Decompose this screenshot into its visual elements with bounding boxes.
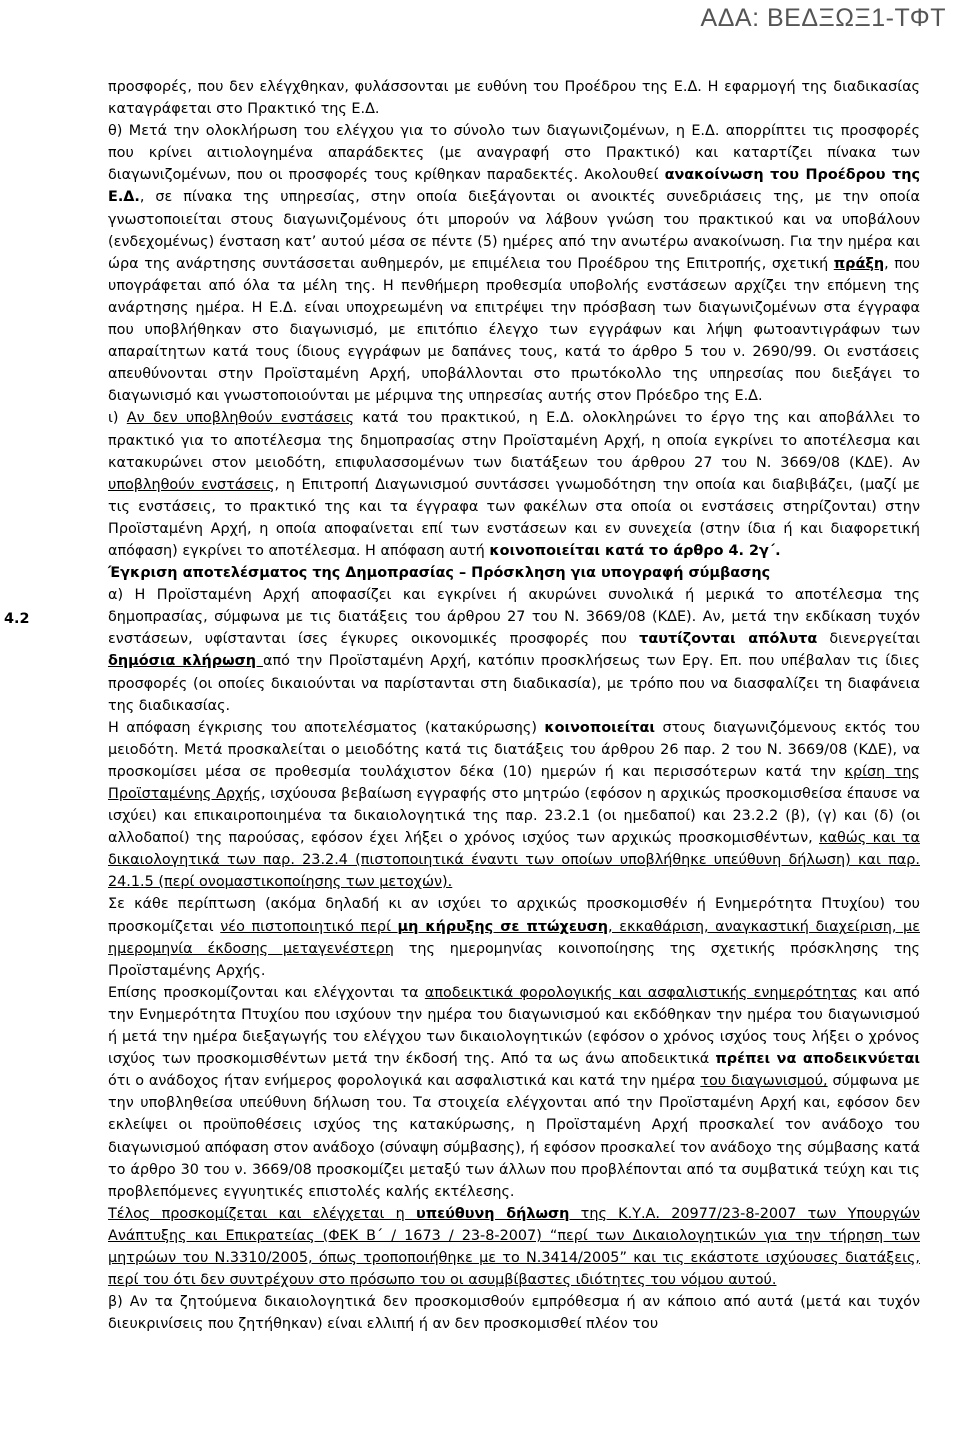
paragraph-finally xyxy=(108,1203,920,1291)
section-title: Έγκριση αποτελέσματος της Δημοπρασίας – Πρόσκληση για υπογραφή σύμβασης xyxy=(108,565,771,582)
bold-notification: κοινοποιείται κατά το άρθρο 4. 2γ΄. xyxy=(489,542,781,559)
bold-underline-draw: δημόσια κλήρωση xyxy=(108,653,263,670)
underline-objections: υποβληθούν ενστάσεις xyxy=(108,476,275,493)
text-run: Σε κάθε περίπτωση (ακόμα δηλαδή κι αν ισχύει το αρχικώς προσκομισθέν ή Ενημερότητα Πτυχίου) του προσκομίζεται xyxy=(108,896,920,935)
text-run: στους διαγωνιζόμενους εκτός του μειοδότη. Μετά προσκαλείται ο μειοδότης κατά τις διατάξεις του άρθρου 26 παρ. 2 του Ν. 3669/08 (ΚΔΕ), να προσκομίσει μέσα σε προθεσμία τουλάχιστον δέκα (10) ημερών ή και περισσότερων κατά την xyxy=(108,719,920,780)
text-run: της ημερομηνίας κοινοποίησης της σχετικής πρόσκλησης της Προϊσταμένης Αρχής. xyxy=(108,940,920,979)
text-run: Η απόφαση έγκρισης του αποτελέσματος (κατακύρωσης) xyxy=(108,719,545,736)
paragraph-also xyxy=(108,982,920,1203)
bold-must-prove: πρέπει να αποδεικνύεται xyxy=(715,1051,920,1068)
bold-declaration: υπεύθυνη δήλωση xyxy=(416,1205,570,1222)
bold-announcement: ανακοίνωση του Προέδρου της Ε.Δ. xyxy=(108,167,920,206)
text-run: θ) Μετά την ολοκλήρωση του ελέγχου για το σύνολο των διαγωνιζομένων, η Ε.Δ. απορρίπτει τις προσφορές που κρίνει αιτιολογημένα απαράδεκτες (με αναγραφή στο Πρακτικό) και καταρτίζει πίνακα των διαγωνιζομένων, που οι προσφορές τους κρίθηκαν παραδεκτές. Ακολουθεί xyxy=(108,123,920,184)
text-run: διενεργείται xyxy=(817,631,920,648)
text-run: , που υπογράφεται από όλα τα μέλη της. Η πενθήμερη προθεσμία υποβολής ενστάσεων αρχίζει την επόμενη της ανάρτησης ημέρα. Η Ε.Δ. είναι υποχρεωμένη να επιτρέψει την πρόσβαση των διαγωνιζομένων στα έγγραφα που υποβλήθηκαν στο διαγωνισμό, με επιτόπιο έλεγχο των εγγράφων και λήψη φωτοαντιγράφων των απαραίτητων κατά τους ίδιους εγγράφων με δαπάνες τους, κατά το άρθρο 5 του ν. 2690/99. Οι ενστάσεις απευθύνονται στην Προϊσταμένη Αρχή, υποβάλλονται στο πρωτόκολλο της υπηρεσίας που διεξάγει το διαγωνισμό και γνωστοποιούνται με μέριμνα της υπηρεσίας αυτής στον Πρόεδρο της Ε.Δ. xyxy=(108,255,921,405)
bold-notified: κοινοποιείται xyxy=(544,719,655,736)
paragraph-theta xyxy=(108,120,920,407)
underline-documents: καθώς και τα δικαιολογητικά των παρ. 23.2.4 (πιστοποιητικά έναντι των οποίων υποβλήθηκε υπεύθυνη δήλωση) και παρ. 24.1.5 (περί ονομαστικοποίησης των μετοχών). xyxy=(108,830,920,891)
text-run: α) Η Προϊσταμένη Αρχή αποφασίζει και εγκρίνει ή ακυρώνει συνολικά ή μερικά το αποτέλεσμα της δημοπρασίας, σύμφωνα με τις διατάξεις του άρθρου 27 του Ν. 3669/08 (ΚΔΕ). Αν, μετά την εκδίκαση τυχόν ενστάσεων, υφίστανται ίσες έγκυρες οικονομικές προσφορές που xyxy=(108,587,920,648)
document-body xyxy=(108,76,920,1335)
text-run: , σε πίνακα της υπηρεσίας, στην οποία διεξάγονται οι ανοικτές συνεδριάσεις της, με την οποία γνωστοποιείται στους διαγωνιζομένους ότι μπορούν να λάβουν γνώση του πρακτικού και να υποβάλουν (ενδεχομένως) ένσταση κατ’ αυτού μέσα σε πέντε (5) ημέρες από την ανωτέρω ανακοίνωση. Για την ημέρα και ώρα της ανάρτησης συντάσσεται αυθημερόν, με επιμέλεια του Προέδρου της Επιτροπής, σχετική xyxy=(108,189,920,272)
bold-underline-praxi: πράξη xyxy=(833,255,885,272)
underline-no-objections: Αν δεν υποβληθούν ενστάσεις xyxy=(126,410,355,427)
underline-tender-day: του διαγωνισμού, xyxy=(700,1073,828,1090)
text-run: ι) xyxy=(108,410,127,427)
section-heading xyxy=(108,562,920,584)
text-run: και από την Ενημερότητα Πτυχίου που ισχύουν την ημέρα του διαγωνισμού και εκδόθηκαν την ημέρα του διαγωνισμού ή μετά την ημέρα διεξαγωγής του ελέγχου των δικαιολογητικών (εφόσον ο χρόνος ισχύος τους λήξει ο χρόνος ισχύος των προσκομισθέντων μετά την έκδοσή της. Από τα ως άνω αποδεικτικά xyxy=(108,984,920,1068)
bold-identical: ταυτίζονται απόλυτα xyxy=(639,631,818,648)
paragraph-any-case xyxy=(108,893,920,981)
text-run: Επίσης προσκομίζονται και ελέγχονται τα xyxy=(108,984,425,1001)
text-run: της Κ.Υ.Α. 20977/23-8-2007 των Υπουργών Ανάπτυξης και Επικρατείας (ΦΕΚ Β΄ / 1673 / 23-8-2007) “περί των Δικαιολογητικών για την τήρηση των μητρώων του Ν.3310/2005, όπως τροποποιήθηκε με το Ν.3414/2005” και τις εκάστοτε ισχύουσες διατάξεις, περί του ότι δεν συντρέχουν στο πρόσωπο του οι ασυμβίβαστες ιδιότητες του νόμου αυτού. xyxy=(108,1205,920,1289)
ada-header: ΑΔΑ: ΒΕΔΞΩΞ1-ΤΦΤ xyxy=(700,4,946,32)
text-run: σύμφωνα με την υποβληθείσα υπεύθυνη δήλωση του. Τα στοιχεία ελέγχονται από την Προϊσταμένη Αρχή και, εφόσον δεν εκλείψει οι προϋποθέσεις ισχύος της κατακύρωσης, η Προϊσταμένη Αρχή προσκαλεί τον ανάδοχο του διαγωνισμού απόφαση στον ανάδοχο (σύναψη σύμβασης), ή εφόσον προσκαλεί τον ανάδοχο της σύμβασης κατά το άρθρο 30 του ν. 3669/08 προσκομίζει μεταξύ των άλλων που προβλέπονται από τα συμβατικά τεύχη και τις προβλεπόμενες εγγυητικές επιστολές καλής εκτέλεσης. xyxy=(108,1073,920,1200)
text-run: , ισχύουσα βεβαίωση εγγραφής στο μητρώο (εφόσον η αρχικώς προσκομισθείσα έπαυσε να ισχύει) και επικαιροποιημένα τα δικαιολογητικά της παρ. 23.2.1 (οι ημεδαποί) και 23.2.2 (β), (γ) και (δ) (οι αλλοδαποί) της παρούσας, εφόσον έχει λήξει ο χρόνος ισχύος των αρχικώς προσκομισθέντων, xyxy=(108,786,921,847)
paragraph-beta: β) Αν τα ζητούμενα δικαιολογητικά δεν προσκομισθούν εμπρόθεσμα ή αν κάποιο από αυτά (μετά και τυχόν διευκρινίσεις που ζητήθηκαν) είναι ελλιπή ή αν δεν προσκομισθεί πλέον του xyxy=(108,1294,920,1333)
underline-liquidation: , εκκαθάριση, αναγκαστική διαχείριση, με ημερομηνία έκδοσης μεταγενέστερη xyxy=(108,918,920,957)
text-run: ότι ο ανάδοχος ήταν ενήμερος φορολογικά και ασφαλιστικά και κατά την ημέρα xyxy=(108,1073,701,1090)
paragraph-iota xyxy=(108,407,920,562)
paragraph-intro: προσφορές, που δεν ελέγχθηκαν, φυλάσσονται με ευθύνη του Προέδρου της Ε.Δ. Η εφαρμογή της διαδικασίας καταγράφεται στο Πρακτικό της Ε.Δ. xyxy=(108,79,920,118)
text-run: Τέλος προσκομίζεται και ελέγχεται η xyxy=(108,1205,417,1222)
paragraph-alpha xyxy=(108,584,920,717)
text-run: , η Επιτροπή Διαγωνισμού συντάσσει γνωμοδότηση την οποία και διαβιβάζει, (μαζί με τις ενστάσεις, το πρακτικό της και τα έγγραφα των φακέλων στα οποία οι ενστάσεις στηρίζονται) στην Προϊσταμένη Αρχή, η οποία αποφαίνεται επί των ενστάσεων και εν συνεχεία (στην ίδια ή και διαφορετική απόφαση) εγκρίνει το αποτέλεσμα. Η απόφαση αυτή xyxy=(108,476,920,559)
bold-underline-bankruptcy: μη κήρυξης σε πτώχευση xyxy=(397,918,609,935)
underline-judgment: κρίση της Προϊσταμένης Αρχής xyxy=(108,763,920,802)
underline-new-certificate: νέο πιστοποιητικό περί xyxy=(220,918,398,935)
section-number: 4.2 xyxy=(4,611,30,627)
underline-tax-insurance: αποδεικτικά φορολογικής και ασφαλιστικής ενημερότητας xyxy=(424,984,858,1001)
paragraph-approval xyxy=(108,717,920,894)
text-run: κατά του πρακτικού, η Ε.Δ. ολοκληρώνει το έργο της και αποβάλλει το πρακτικό για το αποτέλεσμα της δημοπρασίας στην Προϊσταμένη Αρχή, η οποία εγκρίνει το αποτέλεσμα και κατακυρώνει στον μειοδότη, επιφυλασσομένων των διατάξεων του άρθρου 27 του Ν. 3669/08 (ΚΔΕ). Αν xyxy=(108,410,921,471)
text-run: από την Προϊσταμένη Αρχή, κατόπιν προσκλήσεως των Εργ. Επ. που υπέβαλαν τις ίδιες προσφορές (οι οποίες δικαιούνται να παρίστανται στη διαδικασία), με τρόπο που να διασφαλίζει τη διαφάνεια της διαδικασίας. xyxy=(108,653,920,714)
